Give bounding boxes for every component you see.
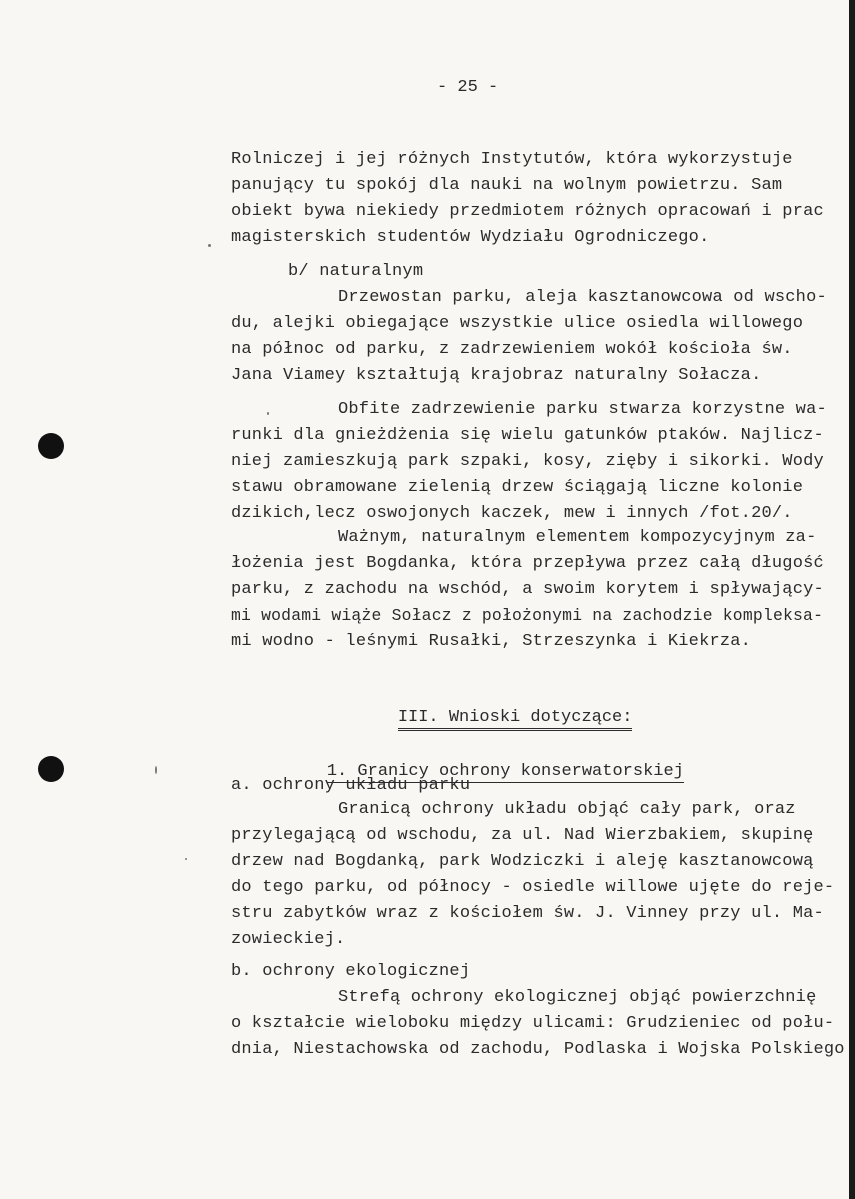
text-line: Granicą ochrony układu objąć cały park, oraz xyxy=(338,800,796,819)
text-line: Obfite zadrzewienie parku stwarza korzystne wa- xyxy=(338,400,827,419)
text-line: do tego parku, od północy - osiedle willowe ujęte do reje- xyxy=(231,878,835,897)
text-line: Drzewostan parku, aleja kasztanowcowa od wscho- xyxy=(338,288,827,307)
text-line: łożenia jest Bogdanka, która przepływa przez całą długość xyxy=(231,554,824,573)
scan-speck xyxy=(185,858,187,860)
text-line: magisterskich studentów Wydziału Ogrodniczego. xyxy=(231,228,710,247)
text-line: niej zamieszkują park szpaki, kosy, zięby i sikorki. Wody xyxy=(231,452,824,471)
text-line: parku, z zachodu na wschód, a swoim korytem i spływający- xyxy=(231,580,824,599)
text-line: zowieckiej. xyxy=(231,930,346,949)
scan-speck xyxy=(267,412,269,415)
scan-edge xyxy=(849,0,855,1199)
text-line: stru zabytków wraz z kościołem św. J. Vinney przy ul. Ma- xyxy=(231,904,824,923)
page-number: - 25 - xyxy=(437,78,499,97)
text-line: Ważnym, naturalnym elementem kompozycyjnym za- xyxy=(338,528,817,547)
text-line: panujący tu spokój dla nauki na wolnym powietrzu. Sam xyxy=(231,176,783,195)
text-line: o kształcie wieloboku między ulicami: Grudzieniec od połu- xyxy=(231,1014,835,1033)
section-heading xyxy=(357,688,632,748)
subheading-text: 1. Granicy ochrony konserwatorskiej xyxy=(326,762,684,781)
text-line: dnia, Niestachowska od zachodu, Podlaska i Wojska Polskiego xyxy=(231,1040,845,1059)
text-line: runki dla gnieżdżenia się wielu gatunków ptaków. Najlicz- xyxy=(231,426,824,445)
scan-speck xyxy=(208,244,211,247)
text-line: du, alejki obiegające wszystkie ulice osiedla willowego xyxy=(231,314,804,333)
scan-speck xyxy=(155,766,157,774)
punch-hole-bottom xyxy=(38,756,64,782)
text-line: Jana Viamey kształtują krajobraz naturalny Sołacza. xyxy=(231,366,762,385)
punch-hole-top xyxy=(38,433,64,459)
text-line: Strefą ochrony ekologicznej objąć powierzchnię xyxy=(338,988,817,1007)
text-line: przylegającą od wschodu, za ul. Nad Wierzbakiem, skupinę xyxy=(231,826,814,845)
item-label: b. ochrony ekologicznej xyxy=(231,962,471,981)
text-line: mi wodami wiąże Sołacz z położonymi na zachodzie kompleksa- xyxy=(231,606,824,625)
text-line: dzikich,lecz oswojonych kaczek, mew i innych /fot.20/. xyxy=(231,504,793,523)
text-line: drzew nad Bogdanką, park Wodziczki i aleję kasztanowcową xyxy=(231,852,814,871)
item-label: a. ochrony układu parku xyxy=(231,776,471,795)
text-line: stawu obramowane zielenią drzew ściągają liczne kolonie xyxy=(231,478,804,497)
text-line: na północ od parku, z zadrzewieniem wokół kościoła św. xyxy=(231,340,793,359)
text-line: obiekt bywa niekiedy przedmiotem różnych opracowań i prac xyxy=(231,202,824,221)
text-line: mi wodno - leśnymi Rusałki, Strzeszynka i Kiekrza. xyxy=(231,632,752,651)
section-heading-text: III. Wnioski dotyczące: xyxy=(398,708,633,731)
text-line: Rolniczej i jej różnych Instytutów, która wykorzystuje xyxy=(231,150,793,169)
subsection-label: b/ naturalnym xyxy=(288,262,424,281)
